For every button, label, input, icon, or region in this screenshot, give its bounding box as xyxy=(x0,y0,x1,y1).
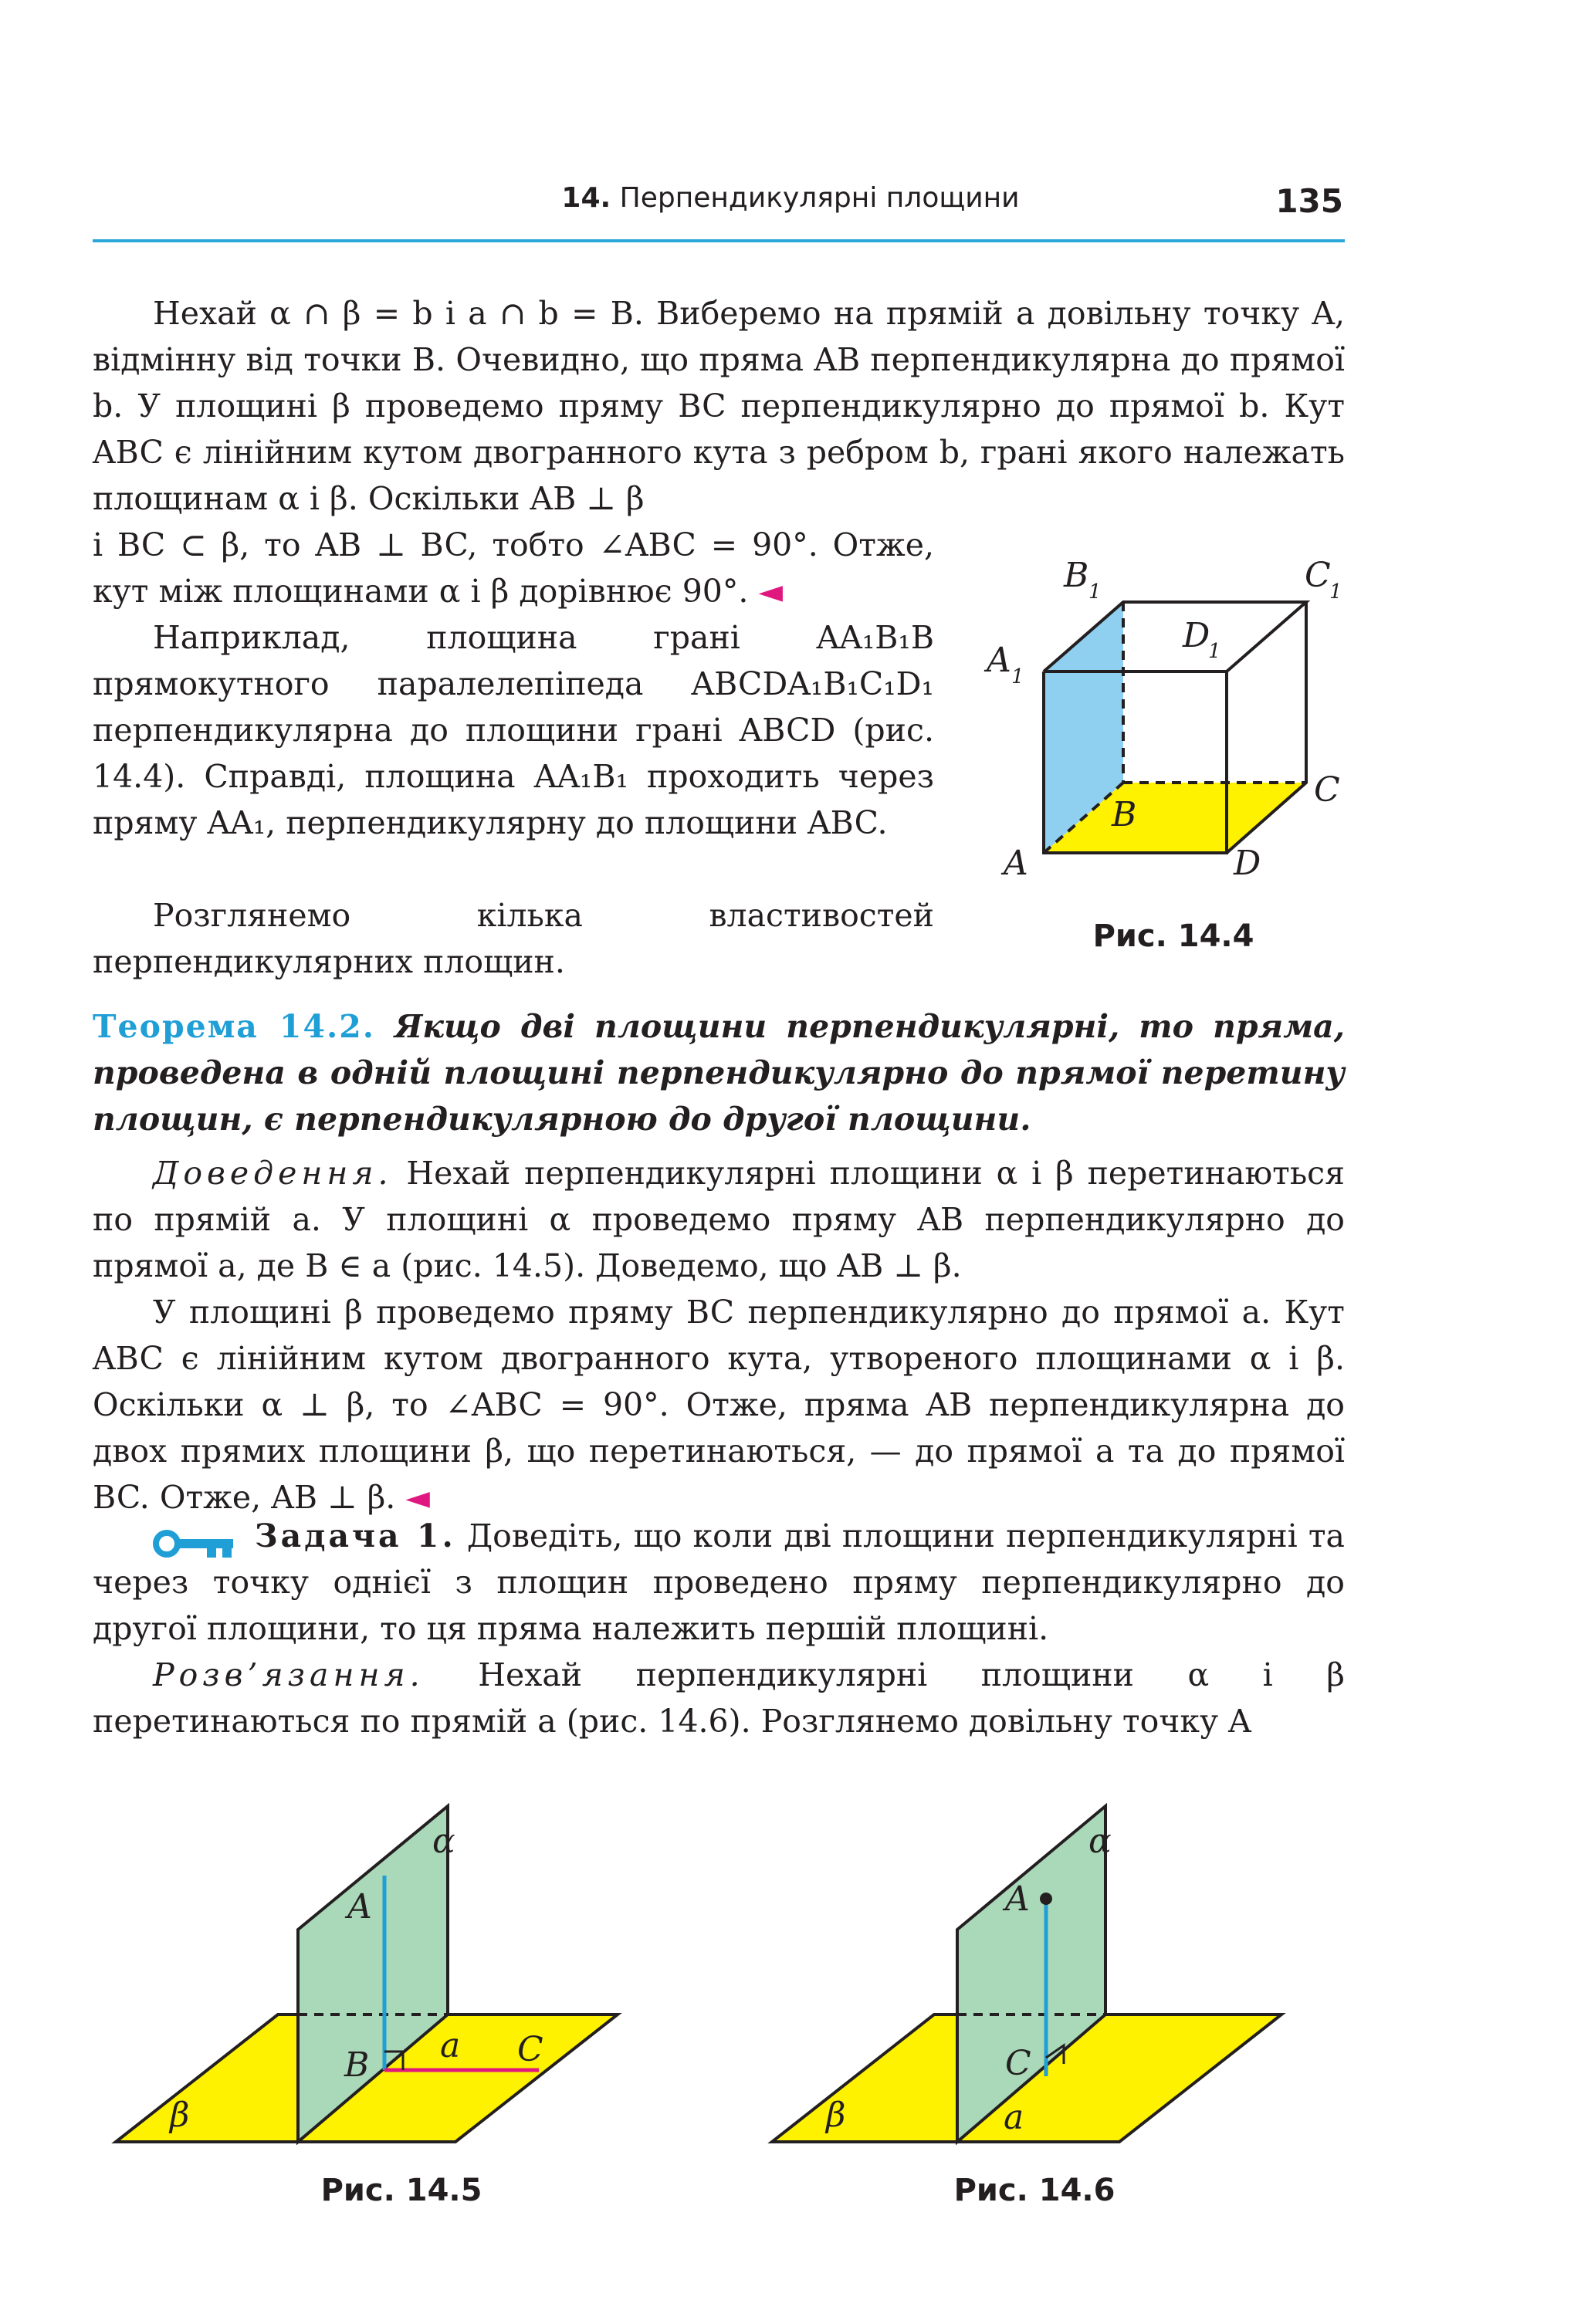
end-of-proof-mark-2: ◄ xyxy=(405,1479,430,1516)
label-D1: D xyxy=(1183,616,1210,655)
page-number: 135 xyxy=(1275,182,1343,220)
caption-14-4: Рис. 14.4 xyxy=(1092,918,1254,954)
task-label: Задача 1. xyxy=(255,1517,456,1554)
sub-A1: 1 xyxy=(1011,665,1024,688)
label-A: A xyxy=(1004,844,1028,883)
task-text: Доведіть, що коли дві площини перпендикулярні та через точку однієї з площин проведено пряму перпендикулярно до другої площини, то ця пряма належить першій площині. xyxy=(93,1517,1345,1647)
figure-14-4 xyxy=(973,556,1343,895)
label-D: D xyxy=(1234,844,1261,883)
task-paragraph xyxy=(93,1513,1345,1652)
figure-14-5 xyxy=(116,1791,610,2161)
figure-14-6 xyxy=(772,1791,1297,2161)
caption-14-5: Рис. 14.5 xyxy=(320,2173,482,2208)
proof-paragraph-2 xyxy=(93,1289,1345,1521)
theorem-14-2 xyxy=(93,1003,1345,1142)
paragraph-properties-text: Розглянемо кілька властивостей перпендикулярних площин. xyxy=(93,897,934,980)
paragraph-properties xyxy=(93,892,934,985)
label-B1: B xyxy=(1064,556,1089,595)
theorem-label: Теорема 14.2. xyxy=(93,1008,376,1045)
label-beta: β xyxy=(826,2096,846,2135)
paragraph-example xyxy=(93,614,934,846)
label-C: C xyxy=(1005,2044,1031,2083)
paragraph-intro-end xyxy=(93,522,934,614)
proof-text-2: У площині β проведемо пряму BC перпендикулярно до прямої a. Кут ABC є лінійним кутом двогранного кута, утвореного площинами α і β. Оскільки α ⊥ β, то ∠ABC = 90°. Отже, пряма AB перпендикулярна до двох прямих площини β, що перетинаються, — до прямої a та до прямої BC. Отже, AB ⊥ β. xyxy=(93,1294,1345,1516)
label-B: B xyxy=(1112,795,1137,834)
label-C: C xyxy=(517,2030,543,2069)
paragraph-intro-text: Нехай α ∩ β = b і a ∩ b = B. Виберемо на прямій a довільну точку A, відмінну від точки B. Очевидно, що пряма AB перпендикулярна до прямої b. У площині β проведемо пряму BC перпендикулярно до прямої b. Кут ABC є лінійним кутом двогранного кута з ребром b, грані якого належать площинам α і β. Оскільки AB ⊥ β xyxy=(93,295,1345,517)
solution-text: Нехай перпендикулярні площини α і β перетинаються по прямій a (рис. 14.6). Розглянемо довільну точку A xyxy=(93,1656,1345,1740)
label-A1: A xyxy=(987,641,1011,680)
end-of-proof-mark: ◄ xyxy=(758,573,784,610)
proof-label: Доведення. xyxy=(153,1155,393,1192)
caption-14-6: Рис. 14.6 xyxy=(953,2173,1116,2208)
solution-paragraph xyxy=(93,1652,1345,1744)
label-a: a xyxy=(440,2026,461,2065)
sub-D1: 1 xyxy=(1208,640,1221,663)
label-alpha: α xyxy=(432,1822,455,1861)
label-C: C xyxy=(1314,770,1340,810)
label-A: A xyxy=(1005,1879,1030,1919)
sub-C1: 1 xyxy=(1329,580,1342,604)
chapter-title: Перпендикулярні площини xyxy=(619,182,1020,214)
proof-text: Нехай перпендикулярні площини α і β перетинаються по прямій a. У площині α проведемо пряму AB перпендикулярно до прямої a, де B ∈ a (рис. 14.5). Доведемо, що AB ⊥ β. xyxy=(93,1155,1345,1284)
theorem-text: Якщо дві площини перпендикулярні, то пряма, проведена в одній площині перпендикулярно до прямої перетину площин, є перпендикулярною до другої площини. xyxy=(93,1008,1346,1138)
running-header xyxy=(0,182,1581,214)
label-a: a xyxy=(1004,2098,1024,2137)
paragraph-intro xyxy=(93,290,1345,522)
header-rule xyxy=(93,239,1345,242)
paragraph-intro-end-text: і BC ⊂ β, то AB ⊥ BC, тобто ∠ABC = 90°. Отже, кут між площинами α і β дорівнює 90°. xyxy=(93,526,934,610)
chapter-number: 14. xyxy=(561,182,611,214)
solution-label: Розв’язання. xyxy=(153,1656,425,1693)
paragraph-example-text: Наприклад, площина грані AA₁B₁B прямокутного паралелепіпеда ABCDA₁B₁C₁D₁ перпендикулярна до площини грані ABCD (рис. 14.4). Справді, площина AA₁B₁ проходить через пряму AA₁, перпендикулярну до площини ABC. xyxy=(93,619,934,841)
label-beta: β xyxy=(170,2096,190,2135)
sub-B1: 1 xyxy=(1088,580,1102,604)
label-C1: C xyxy=(1305,556,1331,595)
proof-paragraph xyxy=(93,1150,1345,1289)
label-B: B xyxy=(344,2045,370,2085)
label-A: A xyxy=(347,1887,372,1927)
label-alpha: α xyxy=(1088,1822,1112,1861)
